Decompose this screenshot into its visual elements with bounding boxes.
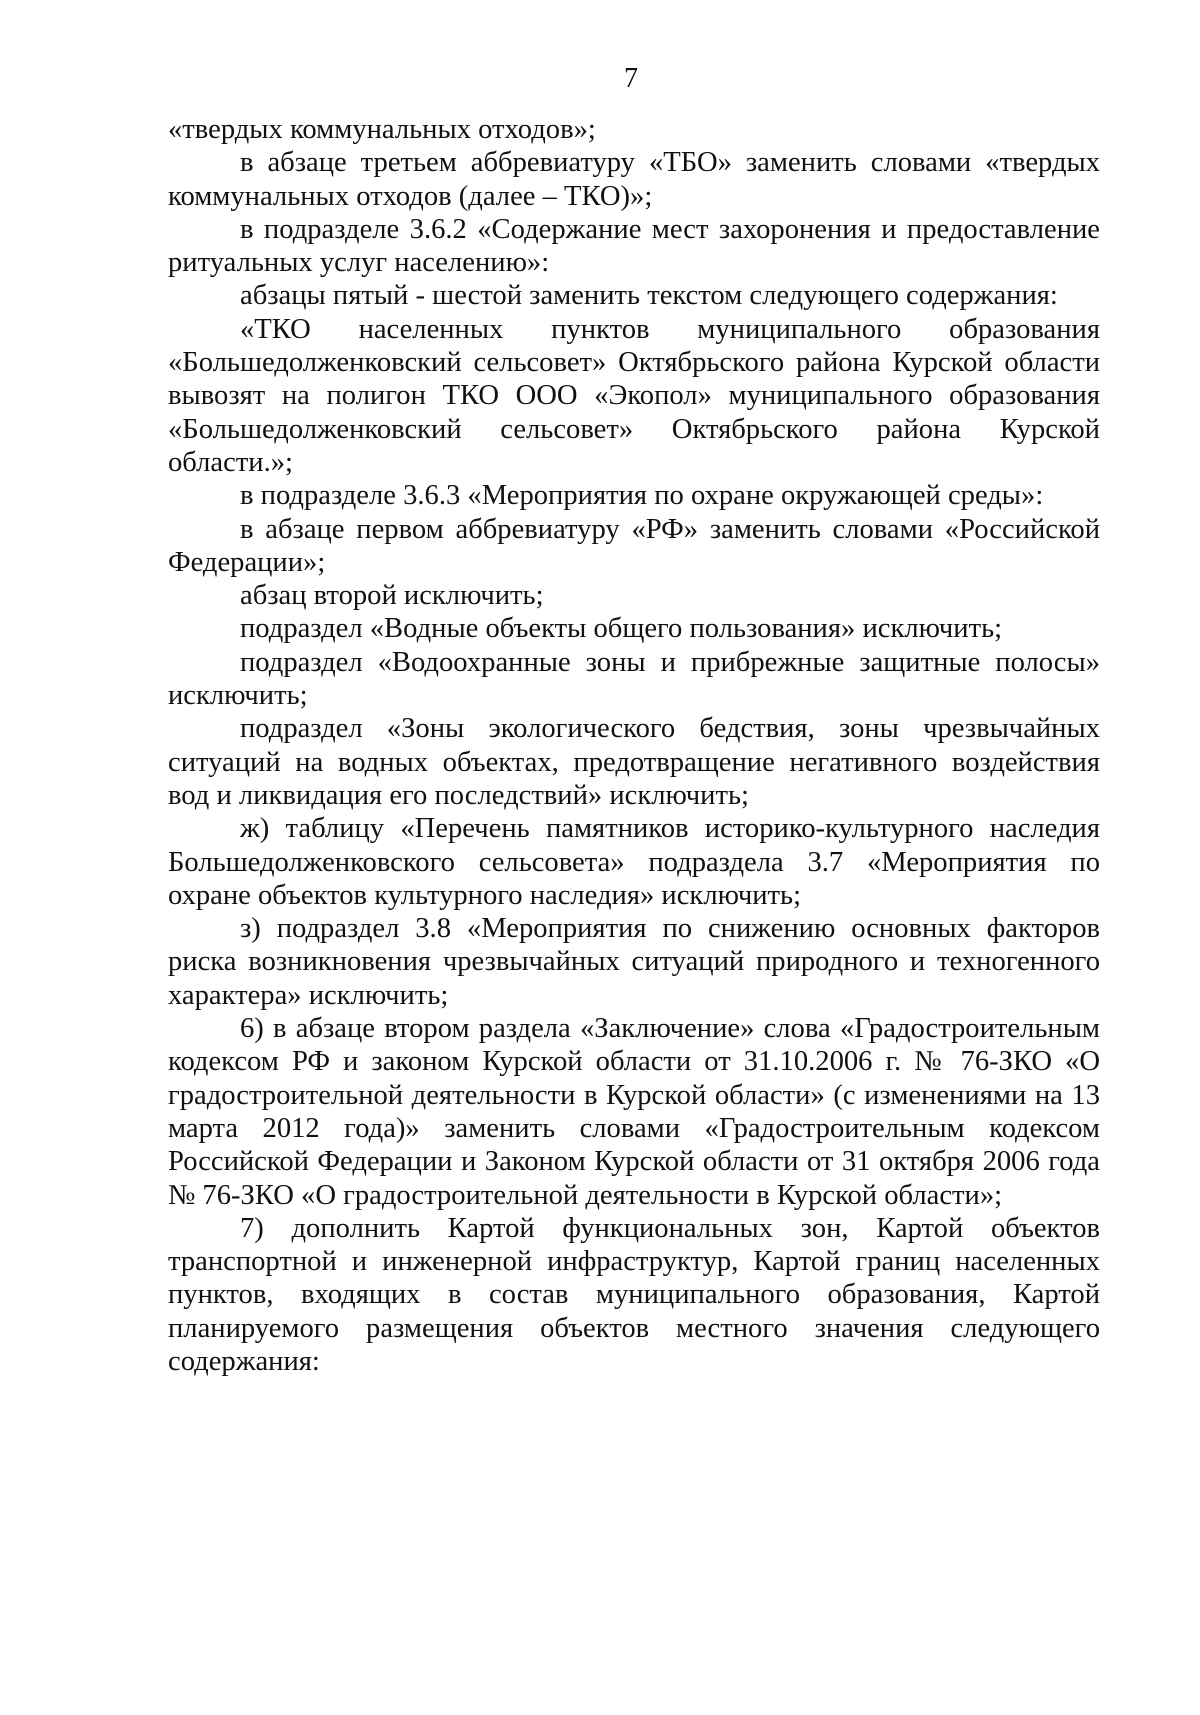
- paragraph-item-zh: ж) таблицу «Перечень памятников историко-культурного наследия Большедолженковского сельсовета» подраздела 3.7 «Мероприятия по охране объектов культурного наследия» исключить;: [168, 813, 1100, 911]
- paragraph-tbo-replacement: в абзаце третьем аббревиатуру «ТБО» заменить словами «твердых коммунальных отходов (далее – ТКО)»;: [168, 147, 1100, 212]
- paragraph-replace-paragraphs: абзацы пятый - шестой заменить текстом следующего содержания:: [240, 280, 1058, 312]
- paragraph-item-z: з) подраздел 3.8 «Мероприятия по снижению основных факторов риска возникновения чрезвычайных ситуаций природного и техногенного характера» исключить;: [168, 913, 1100, 1011]
- paragraph-continuation: «твердых коммунальных отходов»;: [168, 114, 596, 145]
- paragraph-item-6: 6) в абзаце втором раздела «Заключение» слова «Градостроительным кодексом РФ и законом Курской области от 31.10.2006 г. № 76-ЗКО «О градостроительной деятельности в Курской области» (с изменениями на 13 марта 2012 года)» заменить словами «Градостроительным кодексом Российской Федерации и Законом Курской области от 31 октября 2006 года № 76-ЗКО «О градостроительной деятельности в Курской области»;: [168, 1013, 1100, 1211]
- paragraph-item-7: 7) дополнить Картой функциональных зон, Картой объектов транспортной и инженерной инфраструктур, Картой границ населенных пунктов, входящих в состав муниципального образования, Картой планируемого размещения объектов местного значения следующего содержания:: [168, 1212, 1100, 1377]
- paragraph-exclude-water-zones: подраздел «Водоохранные зоны и прибрежные защитные полосы» исключить;: [168, 646, 1100, 712]
- paragraph-subsection-3-6-2: в подразделе 3.6.2 «Содержание мест захоронения и предоставление ритуальных услуг населению»:: [168, 213, 1100, 279]
- paragraph-exclude-second: абзац второй исключить;: [240, 580, 544, 612]
- paragraph-subsection-3-6-3: в подразделе 3.6.3 «Мероприятия по охране окружающей среды»:: [240, 480, 1044, 512]
- document-body: [168, 113, 1100, 1378]
- paragraph-tko-quote: «ТКО населенных пунктов муниципального образования «Большедолженковский сельсовет» Октябрьского района Курской области вывозят на полигон ТКО ООО «Экопол» муниципального образования «Большедолженковский сельсовет» Октябрьского района Курской области.»;: [168, 313, 1100, 478]
- paragraph-exclude-water-objects: подраздел «Водные объекты общего пользования» исключить;: [240, 613, 1003, 645]
- paragraph-exclude-ecological-zones: подраздел «Зоны экологического бедствия, зоны чрезвычайных ситуаций на водных объектах, предотвращение негативного воздействия вод и ликвидация его последствий» исключить;: [168, 713, 1100, 811]
- page-number: 7: [624, 63, 638, 94]
- paragraph-rf-replacement: в абзаце первом аббревиатуру «РФ» заменить словами «Российской Федерации»;: [168, 513, 1100, 578]
